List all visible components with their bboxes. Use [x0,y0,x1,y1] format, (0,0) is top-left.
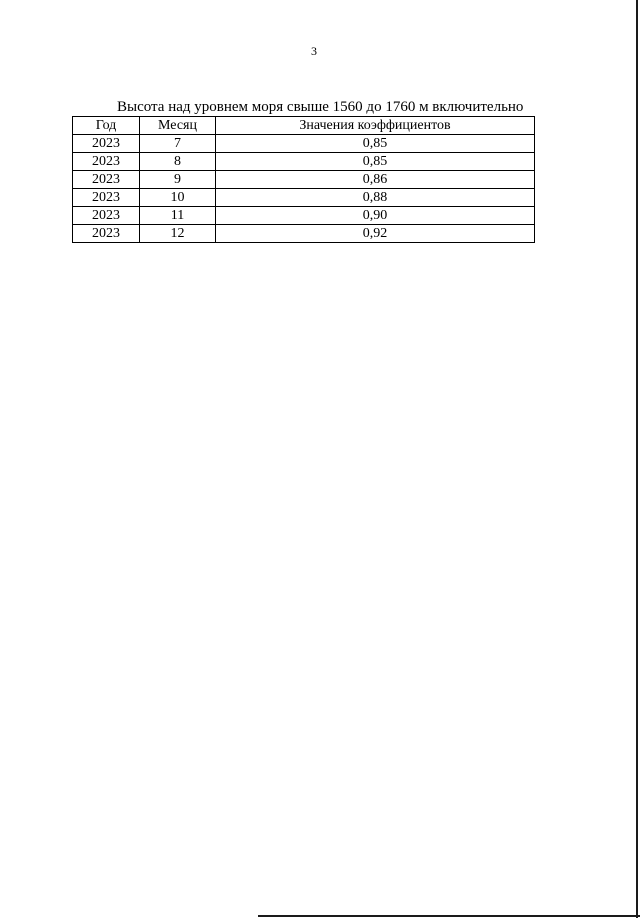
table-header-row [73,117,535,135]
scan-edge-bottom [258,915,640,917]
cell-coefficient: 0,92 [216,225,535,243]
cell-month: 12 [140,225,216,243]
cell-coefficient: 0,90 [216,207,535,225]
cell-year: 2023 [73,189,140,207]
cell-month: 10 [140,189,216,207]
table-row [73,189,535,207]
column-header-coefficient: Значения коэффициентов [216,117,535,135]
page-number: 3 [311,44,317,58]
coefficients-table [72,116,535,243]
cell-year: 2023 [73,153,140,171]
table-row [73,135,535,153]
cell-coefficient: 0,85 [216,153,535,171]
cell-month: 9 [140,171,216,189]
cell-month: 8 [140,153,216,171]
column-header-month: Месяц [140,117,216,135]
cell-coefficient: 0,85 [216,135,535,153]
table-row [73,207,535,225]
column-header-year: Год [73,117,140,135]
scan-edge-right [636,0,638,918]
cell-month: 7 [140,135,216,153]
cell-year: 2023 [73,225,140,243]
cell-year: 2023 [73,207,140,225]
cell-coefficient: 0,88 [216,189,535,207]
table-row [73,153,535,171]
cell-year: 2023 [73,135,140,153]
table-row [73,171,535,189]
cell-coefficient: 0,86 [216,171,535,189]
cell-month: 11 [140,207,216,225]
table-row [73,225,535,243]
table-caption: Высота над уровнем моря свыше 1560 до 1760 м включительно [117,99,524,115]
cell-year: 2023 [73,171,140,189]
